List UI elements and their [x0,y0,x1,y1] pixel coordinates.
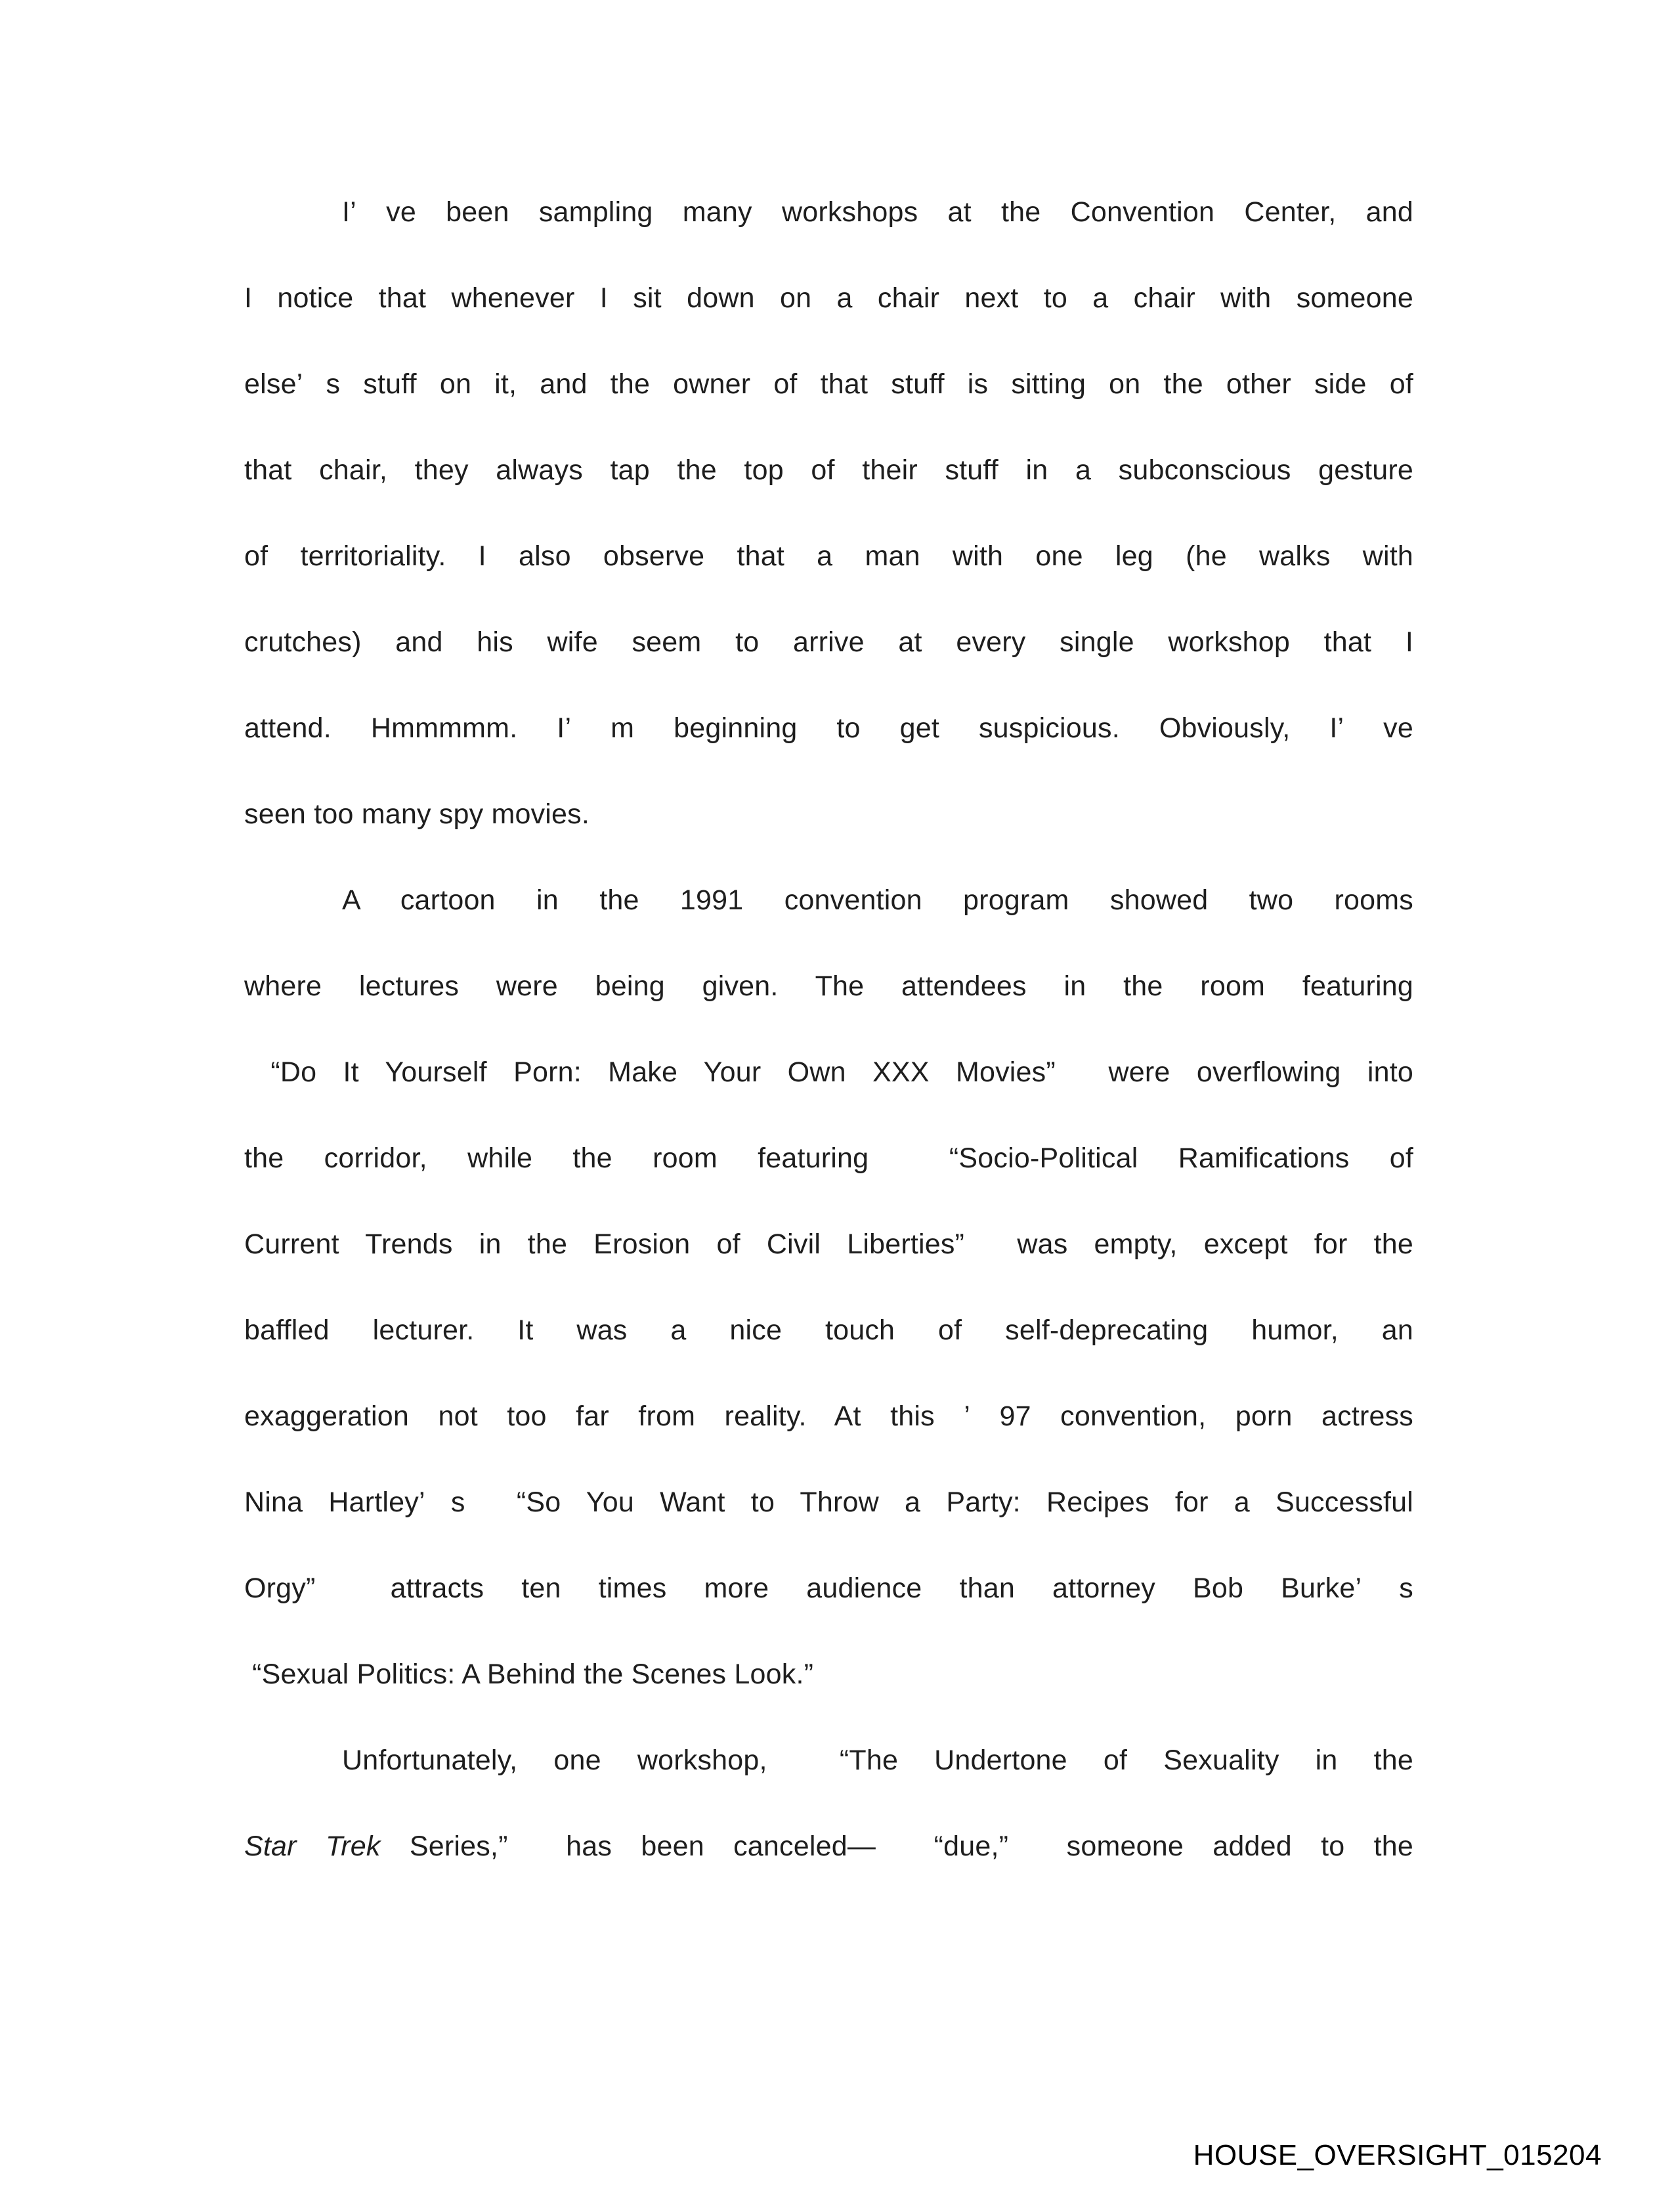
text-segment: exaggeration not too far from reality. At this ’ 97 convention, porn actress [244,1400,1413,1432]
paragraph [244,857,1413,1718]
italic-text: Star Trek [244,1831,381,1862]
text-line [244,1460,1413,1546]
text-line [244,427,1413,513]
text-line [244,341,1413,427]
text-line [244,1116,1413,1202]
paragraph [244,169,1413,857]
text-segment: “Do It Yourself Porn: Make Your Own XXX Movies” were overflowing into [244,1056,1413,1088]
text-segment: where lectures were being given. The attendees in the room featuring [244,970,1413,1002]
text-line [244,857,1413,943]
text-segment: I notice that whenever I sit down on a chair next to a chair with someone [244,282,1413,314]
text-line [244,1202,1413,1288]
text-line [244,1288,1413,1374]
text-line [244,513,1413,599]
text-line [244,771,1413,857]
text-segment: Series,” has been canceled— “due,” someone added to the [380,1831,1413,1862]
text-line [244,255,1413,341]
text-segment: that chair, they always tap the top of their stuff in a subconscious gesture [244,454,1413,486]
text-segment: Nina Hartley’ s “So You Want to Throw a Party: Recipes for a Successful [244,1486,1413,1518]
bates-number: HOUSE_OVERSIGHT_015204 [1193,2139,1602,2171]
text-line [244,685,1413,771]
text-segment: Current Trends in the Erosion of Civil Liberties” was empty, except for the [244,1228,1413,1260]
text-segment: A cartoon in the 1991 convention program showed two rooms [342,884,1413,916]
text-line [244,1374,1413,1460]
text-segment: Orgy” attracts ten times more audience than attorney Bob Burke’ s [244,1572,1413,1604]
text-segment: baffled lecturer. It was a nice touch of self-deprecating humor, an [244,1314,1413,1346]
document-body [244,169,1413,1890]
text-segment: “Sexual Politics: A Behind the Scenes Look.” [244,1659,814,1690]
text-line [244,1804,1413,1890]
text-line [244,943,1413,1030]
text-line [244,169,1413,255]
text-line [244,1030,1413,1116]
text-segment: of territoriality. I also observe that a man with one leg (he walks with [244,540,1413,572]
text-segment: the corridor, while the room featuring “Socio-Political Ramifications of [244,1142,1413,1174]
text-segment: seen too many spy movies. [244,798,590,830]
text-line [244,599,1413,685]
text-segment: else’ s stuff on it, and the owner of that stuff is sitting on the other side of [244,368,1413,400]
text-segment: attend. Hmmmmm. I’ m beginning to get suspicious. Obviously, I’ ve [244,712,1413,744]
text-line [244,1546,1413,1632]
text-line [244,1632,1413,1718]
text-segment: Unfortunately, one workshop, “The Undertone of Sexuality in the [342,1745,1413,1776]
text-line [244,1718,1413,1804]
text-segment: I’ ve been sampling many workshops at the Convention Center, and [342,196,1413,228]
paragraph [244,1718,1413,1890]
text-segment: crutches) and his wife seem to arrive at every single workshop that I [244,626,1413,658]
